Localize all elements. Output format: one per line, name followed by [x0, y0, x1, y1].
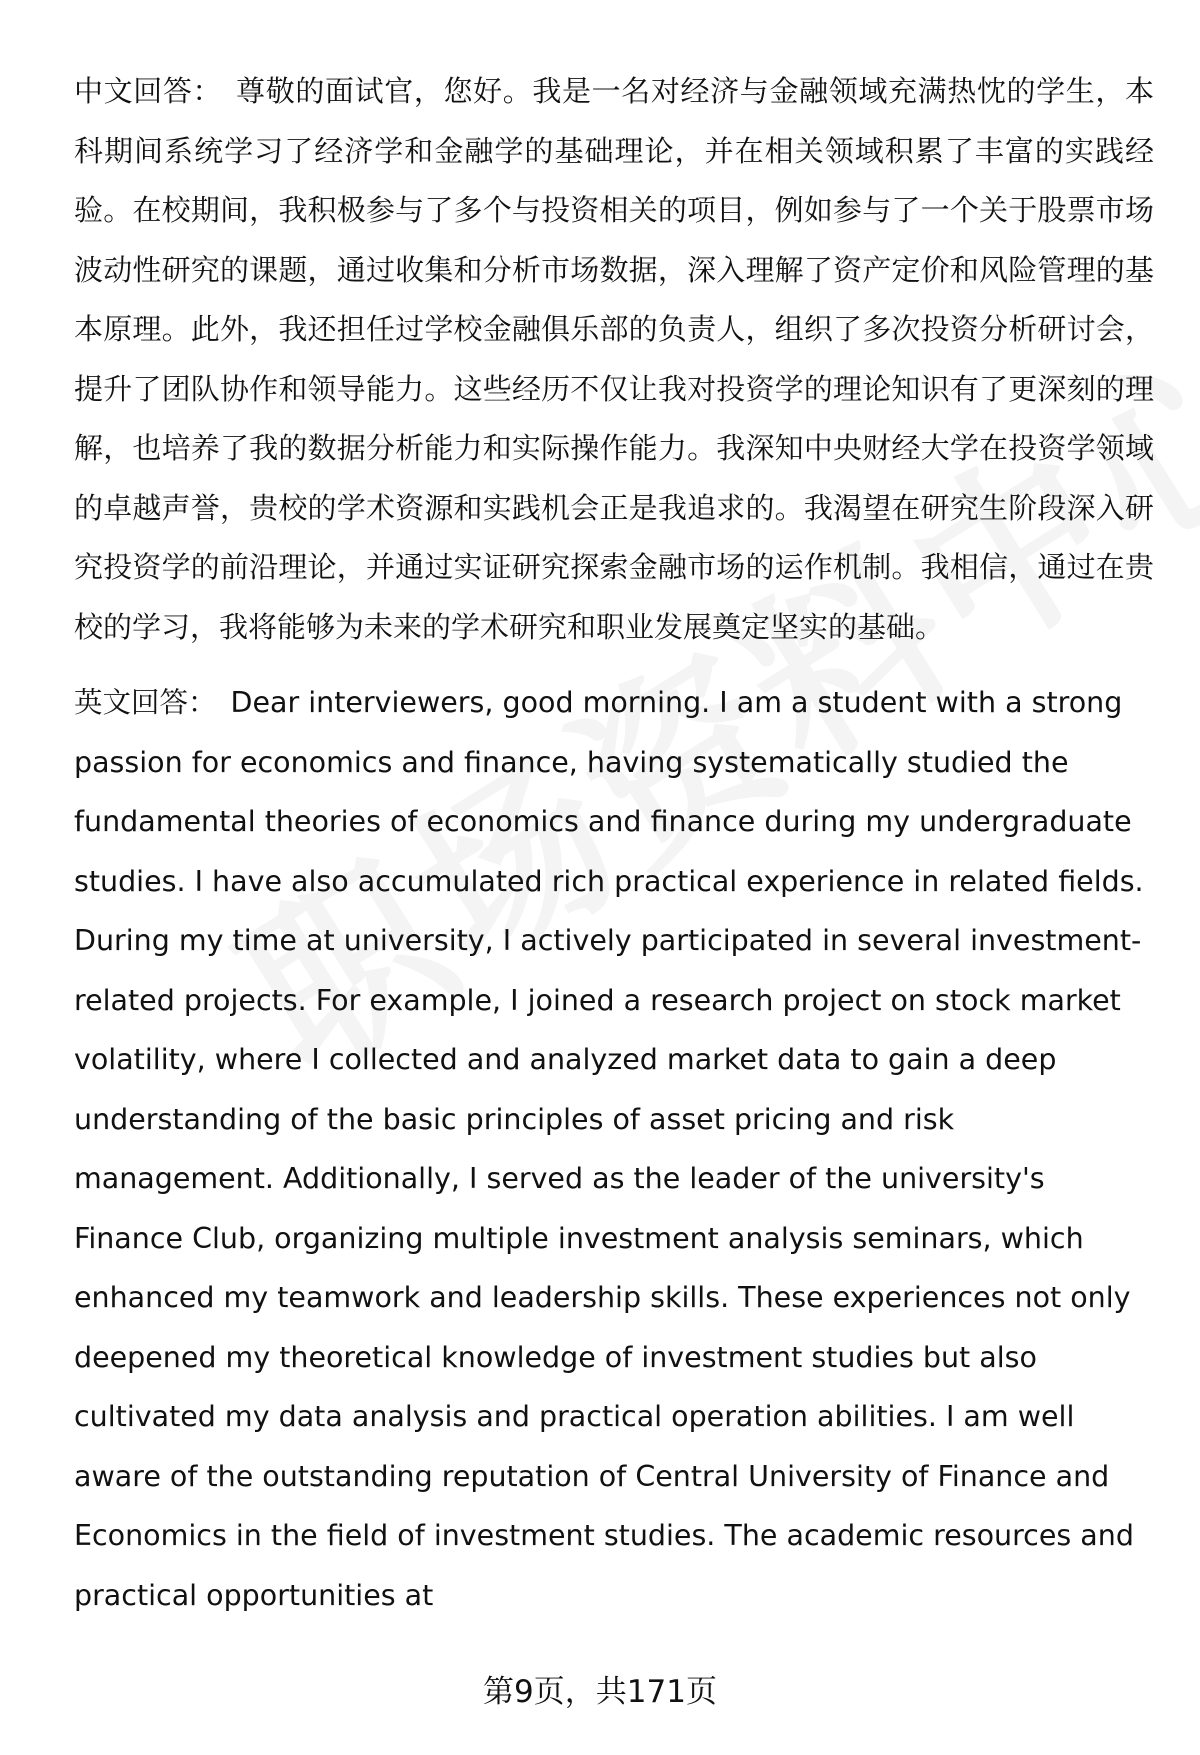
paragraph-spacer	[74, 657, 1154, 673]
page-number-footer: 第9页，共171页	[483, 1674, 717, 1710]
english-answer-text: Dear interviewers, good morning. I am a student with a strong passion for economics and finance, having systematically studied the fundamental theories of economics and finance during my undergraduate studies. I have also accumulated rich practical experience in related fields. During my time at university, I actively participated in several investment-related projects. For example, I joined a research project on stock market volatility, where I collected and analyzed market data to gain a deep understanding of the basic principles of asset pricing and risk management. Additionally, I served as the leader of the university's Finance Club, organizing multiple investment analysis seminars, which enhanced my teamwork and leadership skills. These experiences not only deepened my theoretical knowledge of investment studies but also cultivated my data analysis and practical operation abilities. I am well aware of the outstanding reputation of Central University of Finance and Economics in the field of investment studies. The academic resources and practical opportunities at	[74, 686, 1144, 1612]
chinese-answer-paragraph	[74, 62, 1154, 657]
chinese-answer-label: 中文回答：	[74, 74, 223, 108]
chinese-answer-text: 尊敬的面试官，您好。我是一名对经济与金融领域充满热忱的学生，本科期间系统学习了经济学和金融学的基础理论，并在相关领域积累了丰富的实践经验。在校期间，我积极参与了多个与投资相关的项目，例如参与了一个关于股票市场波动性研究的课题，通过收集和分析市场数据，深入理解了资产定价和风险管理的基本原理。此外，我还担任过学校金融俱乐部的负责人，组织了多次投资分析研讨会，提升了团队协作和领导能力。这些经历不仅让我对投资学的理论知识有了更深刻的理解，也培养了我的数据分析能力和实际操作能力。我深知中央财经大学在投资学领域的卓越声誉，贵校的学术资源和实践机会正是我追求的。我渴望在研究生阶段深入研究投资学的前沿理论，并通过实证研究探索金融市场的运作机制。我相信，通过在贵校的学习，我将能够为未来的学术研究和职业发展奠定坚实的基础。	[74, 74, 1154, 644]
english-answer-label: 英文回答：	[74, 686, 217, 719]
document-body	[74, 62, 1154, 1625]
english-answer-paragraph	[74, 673, 1154, 1625]
